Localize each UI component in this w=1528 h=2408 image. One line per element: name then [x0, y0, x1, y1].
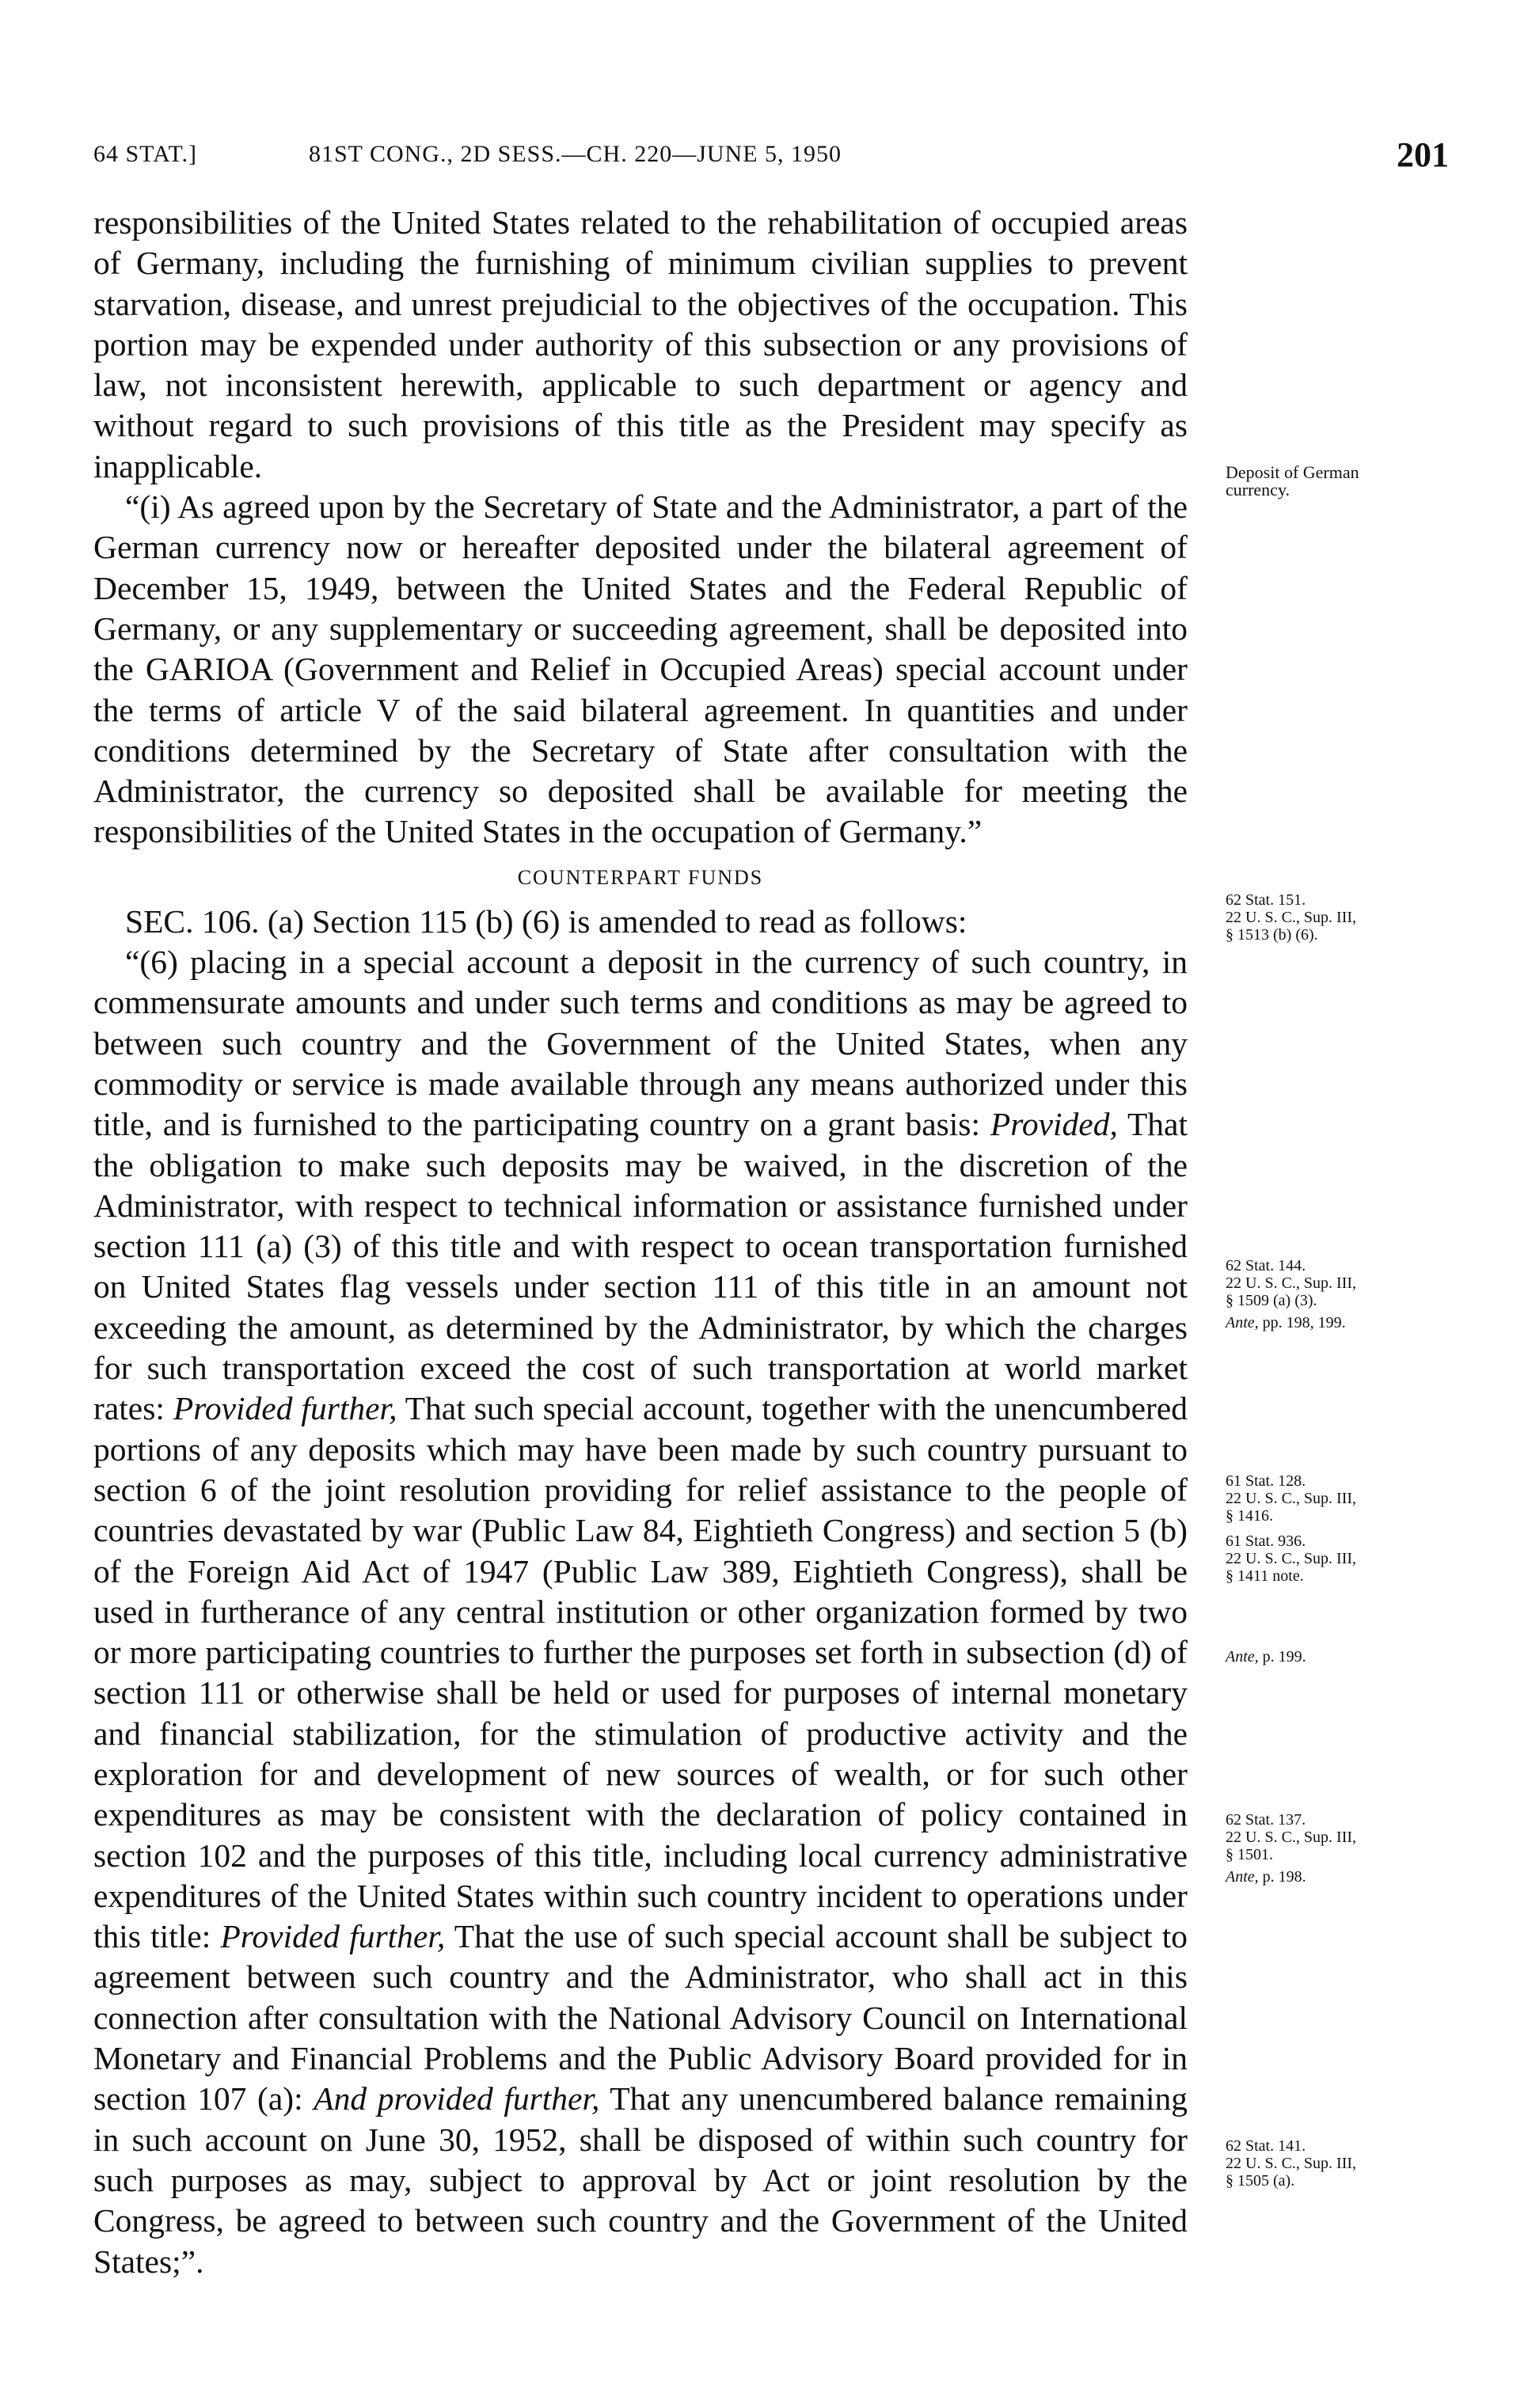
stat-reference: 64 STAT.] — [93, 141, 198, 167]
sec106-quote — [93, 942, 1188, 2282]
quote-text-4: That the use of such special account shall be subject to agreement between such country and the Administrator, who shall act in this connection after consultation with the National Advisory Council on International Monetary and Financial Problems and the Public Advisory Board provided for in section 107 (a): — [93, 1918, 1188, 2117]
margin-note-deposit: Deposit of German currency. — [1226, 462, 1359, 499]
page-header — [93, 135, 1449, 182]
page-number: 201 — [1397, 135, 1449, 174]
paragraph-continuation: responsibilities of the United States related to the rehabilitation of occupied areas of Germany, including the furnishing of minimum civilian supplies to prevent starvation, disease, and unrest prejudicial to the objectives of the occupation. This portion may be expended under authority of this subsection or any provisions of law, not inconsistent herewith, applicable to such department or agency and without regard to such provisions of this title as the President may specify as inapplicable. — [93, 204, 1188, 484]
provided-1: Provided, — [990, 1106, 1118, 1143]
margin-note-ante: Ante, p. 198. — [1226, 1868, 1306, 1886]
session-line: 81ST CONG., 2D SESS.—CH. 220—JUNE 5, 1950 — [309, 141, 842, 167]
provided-3: Provided further, — [220, 1918, 446, 1955]
provided-2: Provided further, — [173, 1390, 397, 1427]
section-heading: COUNTERPART FUNDS — [517, 865, 764, 889]
quote-text-1: “(6) placing in a special account a deposit in the currency of such country, in commensurate amounts and under such terms and conditions as may be agreed to between such country and the Government of the United States, when any commodity or service is made available through any means authorized under this title, and is furnished to the participating country on a grant basis: — [93, 944, 1188, 1143]
margin-note-citation: 62 Stat. 137. 22 U. S. C., Sup. III, § 1501. — [1226, 1811, 1357, 1863]
provided-4: And provided further, — [314, 2080, 600, 2117]
quote-text-3: That such special account, together with the unencumbered portions of any deposits which may have been made by such country pursuant to section 6 of the joint resolution providing for relief assistance to the people of countries devastated by war (Public Law 84, Eightieth Congress) and section 5 (b) of the Foreign Aid Act of 1947 (Public Law 389, Eightieth Congress), shall be used in furtherance of any central institution or other organization formed by two or more participating countries to further the purposes set forth in subsection (d) of section 111 or otherwise shall be held or used for purposes of internal monetary and financial stabilization, for the stimulation of productive activity and the exploration for and development of new sources of wealth, or for such other expenditures as may be consistent with the declaration of policy contained in section 102 and the purposes of this title, including local currency administrative expenditures of the United States within such country incident to operations under this title: — [93, 1390, 1188, 1955]
paragraph-subsection-i: “(i) As agreed upon by the Secretary of State and the Administrator, a part of the German currency now or hereafter deposited under the bilateral agreement of December 15, 1949, between the United States and the Federal Republic of Germany, or any supplementary or succeeding agreement, shall be deposited into the GARIOA (Government and Relief in Occupied Areas) special account under the terms of article V of the said bilateral agreement. In quantities and under conditions determined by the Secretary of State after consultation with the Administrator, the currency so deposited shall be available for meeting the responsibilities of the United States in the occupation of Germany.” — [93, 488, 1188, 850]
quote-text-5: That any unencumbered balance remaining in such account on June 30, 1952, shall be disposed of within such country for such purposes as may, subject to approval by Act or joint resolution by the Congress, be agreed to between such country and the Government of the United States;”. — [93, 2080, 1188, 2280]
main-text — [93, 203, 1188, 2282]
margin-note-ante: Ante, p. 199. — [1226, 1648, 1306, 1665]
margin-note-citation: 62 Stat. 144. 22 U. S. C., Sup. III, § 1509 (a) (3). — [1226, 1257, 1357, 1309]
margin-note-citation: 61 Stat. 128. 22 U. S. C., Sup. III, § 1416. — [1226, 1472, 1357, 1525]
sec106-lead: SEC. 106. (a) Section 115 (b) (6) is amended to read as follows: — [125, 902, 967, 940]
margin-note-ante: Ante, pp. 198, 199. — [1226, 1314, 1346, 1331]
margin-note-citation: 62 Stat. 151. 22 U. S. C., Sup. III, § 1513 (b) (6). — [1226, 891, 1357, 944]
margin-note-citation: 62 Stat. 141. 22 U. S. C., Sup. III, § 1505 (a). — [1226, 2137, 1357, 2190]
quote-text-2: That the obligation to make such deposits may be waived, in the discretion of the Administrator, with respect to technical information or assistance furnished under section 111 (a) (3) of this title and with respect to ocean transportation furnished on United States flag vessels under section 111 of this title in an amount not exceeding the amount, as determined by the Administrator, by which the charges for such transportation exceed the cost of such transportation at world market rates: — [93, 1106, 1188, 1427]
margin-note-citation: 61 Stat. 936. 22 U. S. C., Sup. III, § 1411 note. — [1226, 1533, 1357, 1585]
